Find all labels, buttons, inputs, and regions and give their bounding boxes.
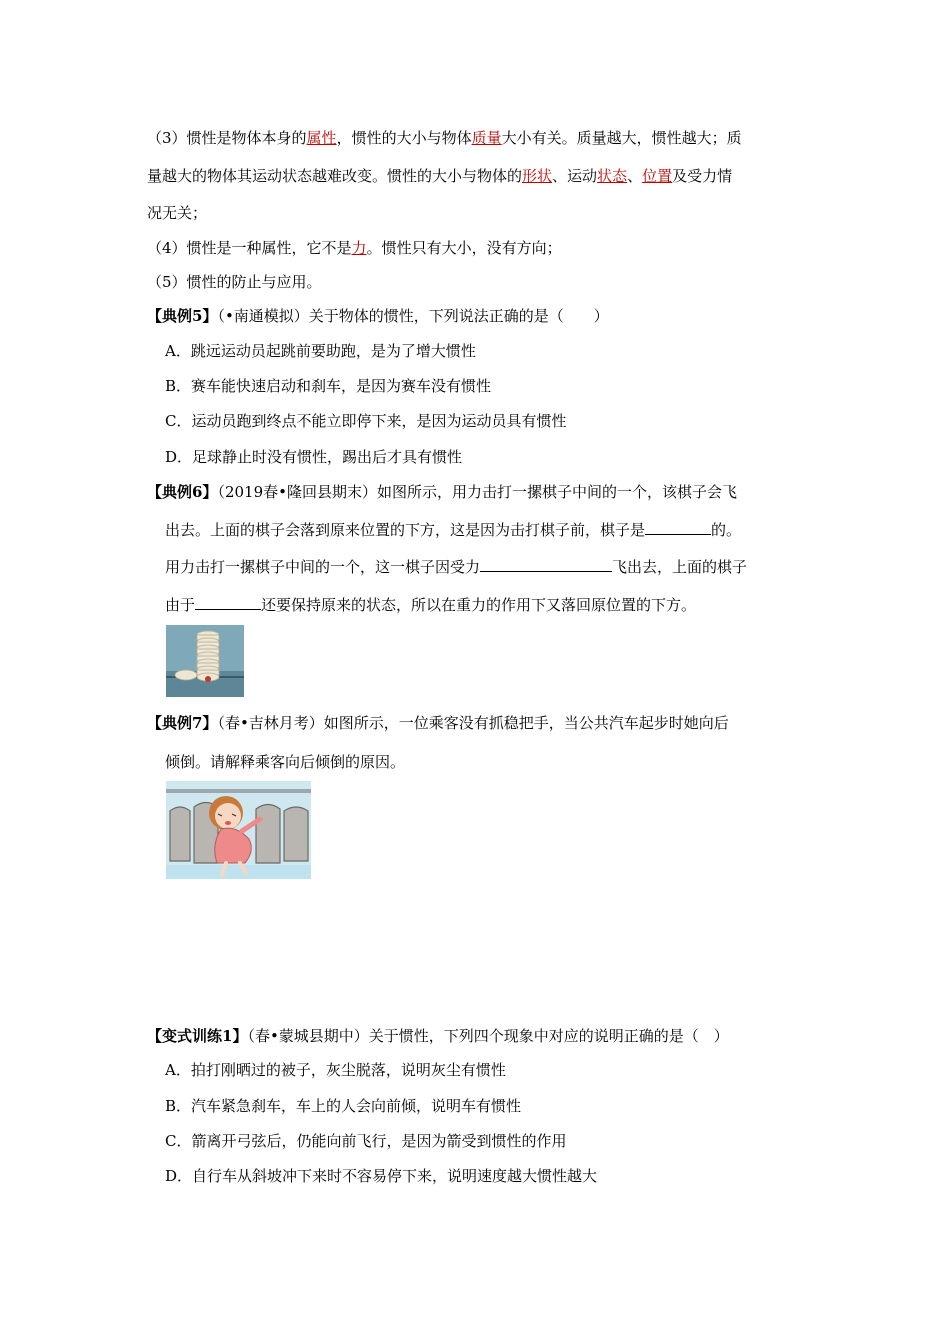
example-6-line-2: 出去。上面的棋子会落到原来位置的下方，这是因为击打棋子前，棋子是 的。 xyxy=(165,521,742,539)
answer-attribute: 属性 xyxy=(306,129,337,147)
example-6-line-1: 【典例6】（2019春•隆回县期末）如图所示，用力击打一摞棋子中间的一个，该棋子会飞 xyxy=(147,483,737,501)
variant-1-option-c: C．箭离开弓弦后，仍能向前飞行，是因为箭受到惯性的作用 xyxy=(165,1132,567,1150)
answer-state: 状态 xyxy=(597,167,628,185)
variant-1-label: 【变式训练1】 xyxy=(147,1027,248,1045)
example-5-option-c: C．运动员跑到终点不能立即停下来，是因为运动员具有惯性 xyxy=(165,412,567,430)
para-3-line-1: （3）惯性是物体本身的属性，惯性的大小与物体质量大小有关。质量越大，惯性越大；质 xyxy=(147,129,742,147)
variant-1-option-a: A．拍打刚晒过的被子，灰尘脱落，说明灰尘有惯性 xyxy=(165,1061,506,1079)
para-3-line-2: 量越大的物体其运动状态越难改变。惯性的大小与物体的形状、运动状态、位置及受力情 xyxy=(147,167,733,185)
blank-3[interactable] xyxy=(195,595,261,610)
answer-force: 力 xyxy=(351,239,367,257)
example-7-line-1: 【典例7】（春•吉林月考）如图所示，一位乘客没有抓稳把手，当公共汽车起步时她向后 xyxy=(147,714,729,732)
example-7-line-2: 倾倒。请解释乘客向后倾倒的原因。 xyxy=(165,753,406,771)
bus-passenger-image xyxy=(166,781,311,879)
variant-1-option-b: B．汽车紧急刹车，车上的人会向前倾，说明车有惯性 xyxy=(165,1097,522,1115)
example-6-label: 【典例6】 xyxy=(147,483,218,501)
variant-1-option-d: D．自行车从斜坡冲下来时不容易停下来，说明速度越大惯性越大 xyxy=(165,1167,598,1185)
blank-1[interactable] xyxy=(645,520,711,535)
example-5-option-d: D．足球静止时没有惯性，踢出后才具有惯性 xyxy=(165,448,463,466)
chess-stack-illustration xyxy=(166,625,244,697)
para-5: （5）惯性的防止与应用。 xyxy=(147,273,322,291)
answer-mass: 质量 xyxy=(471,129,502,147)
answer-shape: 形状 xyxy=(522,167,553,185)
blank-2[interactable] xyxy=(480,557,612,572)
para-3-line-3: 况无关； xyxy=(147,204,208,222)
variant-1-question: 【变式训练1】（春•蒙城县期中）关于惯性，下列四个现象中对应的说明正确的是（ ） xyxy=(147,1027,729,1045)
example-7-label: 【典例7】 xyxy=(147,714,218,732)
example-5-label: 【典例5】 xyxy=(147,307,218,325)
para-4: （4）惯性是一种属性，它不是力。惯性只有大小，没有方向； xyxy=(147,239,562,257)
answer-position: 位置 xyxy=(642,167,673,185)
bus-passenger-illustration xyxy=(166,781,311,879)
example-5-option-b: B．赛车能快速启动和刹车，是因为赛车没有惯性 xyxy=(165,377,492,395)
example-5-option-a: A．跳远运动员起跳前要助跑，是为了增大惯性 xyxy=(165,342,476,360)
example-5-question: 【典例5】（•南通模拟）关于物体的惯性，下列说法正确的是（ ） xyxy=(147,307,609,325)
example-6-line-3: 用力击打一摞棋子中间的一个，这一棋子因受力 飞出去，上面的棋子 xyxy=(165,558,748,576)
chess-stack-image xyxy=(166,625,244,697)
example-6-line-4: 由于 还要保持原来的状态，所以在重力的作用下又落回原位置的下方。 xyxy=(165,596,697,614)
